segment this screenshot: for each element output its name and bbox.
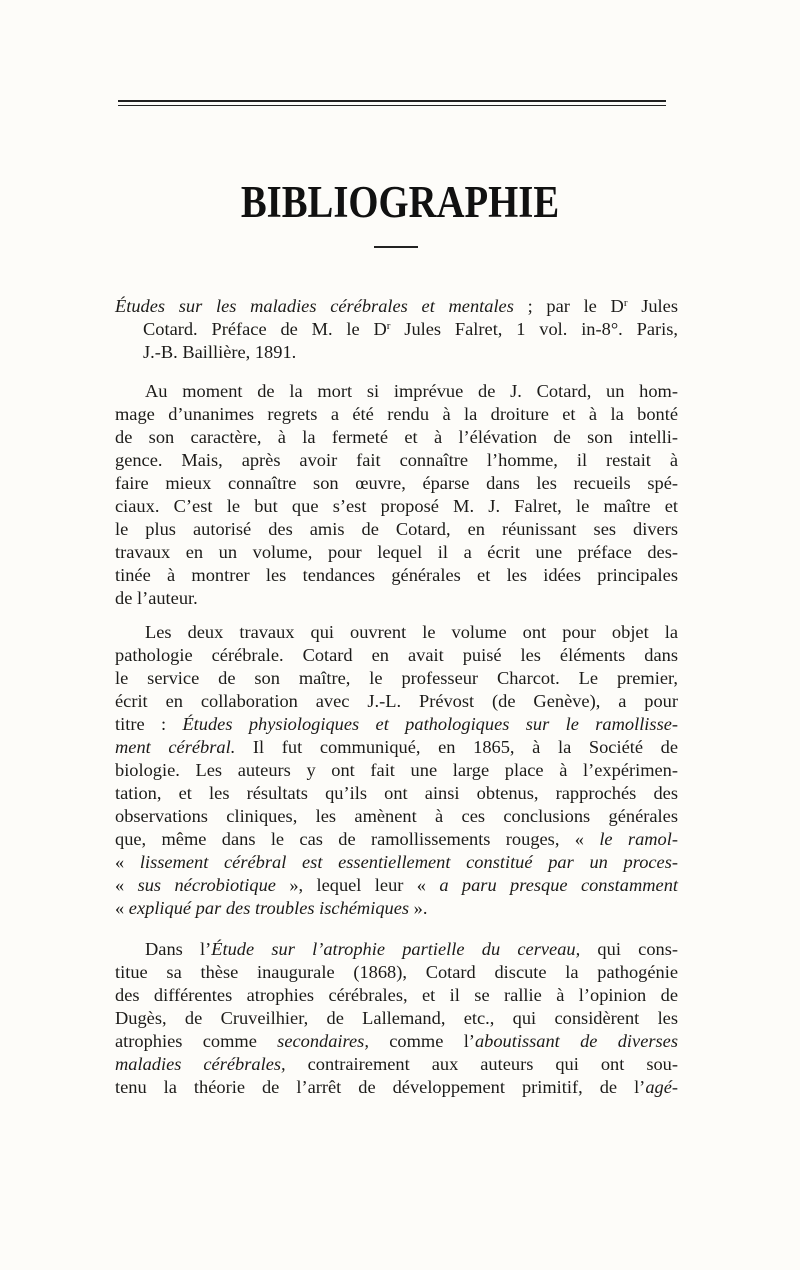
bibliographic-reference (115, 295, 678, 364)
text-line: Au moment de la mort si imprévue de J. Cotard, un hom- (145, 381, 678, 401)
book-title: Études sur les maladies cérébrales et mentales (115, 296, 514, 316)
top-double-rule-upper (118, 100, 666, 102)
page-title: BIBLIOGRAPHIE (240, 177, 560, 227)
work-title: ment cérébral. (115, 737, 236, 757)
top-double-rule-lower (118, 105, 666, 106)
text-line: biologie. Les auteurs y ont fait une large place à l’expérimen- (115, 760, 678, 780)
text-line: ment cérébral. Il fut communiqué, en 1865, à la Société de (115, 737, 678, 757)
text-line: gence. Mais, après avoir fait connaître l’homme, il restait à (115, 450, 678, 470)
text-line: écrit en collaboration avec J.-L. Prévost (de Genève), a pour (115, 691, 678, 711)
paragraph-1 (115, 380, 678, 610)
title-divider (374, 246, 418, 248)
reference-line-2: Cotard. Préface de M. le $D^r$ Jules Falret, 1 vol. in-8°. Paris, (143, 319, 678, 339)
text-line: de l’auteur. (115, 588, 198, 608)
text-line: Les deux travaux qui ouvrent le volume ont pour objet la (145, 622, 678, 642)
text-line: Dans l’Étude sur l’atrophie partielle du cerveau, qui cons- (145, 939, 678, 959)
quotation: sus nécrobiotique (137, 875, 276, 895)
text-line: observations cliniques, les amènent à ces conclusions générales (115, 806, 678, 826)
quotation: lissement cérébral est essentiellement constitué par un proces- (139, 852, 679, 872)
text-line: des différentes atrophies cérébrales, et il se rallie à l’opinion de (115, 985, 678, 1005)
text-line: ciaux. C’est le but que s’est proposé M. J. Falret, le maître et (115, 496, 678, 516)
text-line: « sus nécrobiotique », lequel leur « a paru presque constamment (115, 875, 678, 895)
reference-line-3: J.-B. Baillière, 1891. (143, 342, 297, 362)
text-line: que, même dans le cas de ramollissements rouges, « le ramol- (115, 829, 678, 849)
text-line: tinée à montrer les tendances générales et les idées principales (115, 565, 678, 585)
reference-line-1: Études sur les maladies cérébrales et mentales ; par le $D^r$ Jules (115, 296, 678, 316)
work-title: Étude sur l’atrophie partielle du cerveau, (211, 939, 581, 959)
text-line: faire mieux connaître son œuvre, éparse dans les recueils spé- (115, 473, 678, 493)
text-line: titue sa thèse inaugurale (1868), Cotard discute la pathogénie (115, 962, 678, 982)
text-line: titre : Études physiologiques et pathologiques sur le ramollisse- (115, 714, 679, 734)
text-line: le plus autorisé des amis de Cotard, en réunissant ses divers (115, 519, 678, 539)
text-line: maladies cérébrales, contrairement aux auteurs qui ont sou- (115, 1054, 678, 1074)
quotation: a paru presque constamment (439, 875, 678, 895)
text-line: travaux en un volume, pour lequel il a écrit une préface des- (115, 542, 678, 562)
paragraph-3 (115, 938, 678, 1099)
text-line: pathologie cérébrale. Cotard en avait puisé les éléments dans (115, 645, 678, 665)
text-line: mage d’unanimes regrets a été rendu à la droiture et à la bonté (115, 404, 678, 424)
text-line: tation, et les résultats qu’ils ont ainsi obtenus, rapprochés des (115, 783, 678, 803)
quotation: expliqué par des troubles ischémiques (128, 898, 410, 918)
text-line: Dugès, de Cruveilhier, de Lallemand, etc., qui considèrent les (115, 1008, 678, 1028)
work-title: Études physiologiques et pathologiques sur le ramollisse- (182, 714, 679, 734)
text-line: tenu la théorie de l’arrêt de développement primitif, de l’agé- (115, 1077, 678, 1097)
text-line: de son caractère, à la fermeté et à l’élévation de son intelli- (115, 427, 678, 447)
text-line: atrophies comme secondaires, comme l’aboutissant de diverses (115, 1031, 678, 1051)
text-line: le service de son maître, le professeur Charcot. Le premier, (115, 668, 678, 688)
text-line: « expliqué par des troubles ischémiques ». (115, 898, 428, 918)
text-line: « lissement cérébral est essentiellement constitué par un proces- (115, 852, 679, 872)
paragraph-2 (115, 621, 678, 920)
quotation: le ramol- (599, 829, 678, 849)
